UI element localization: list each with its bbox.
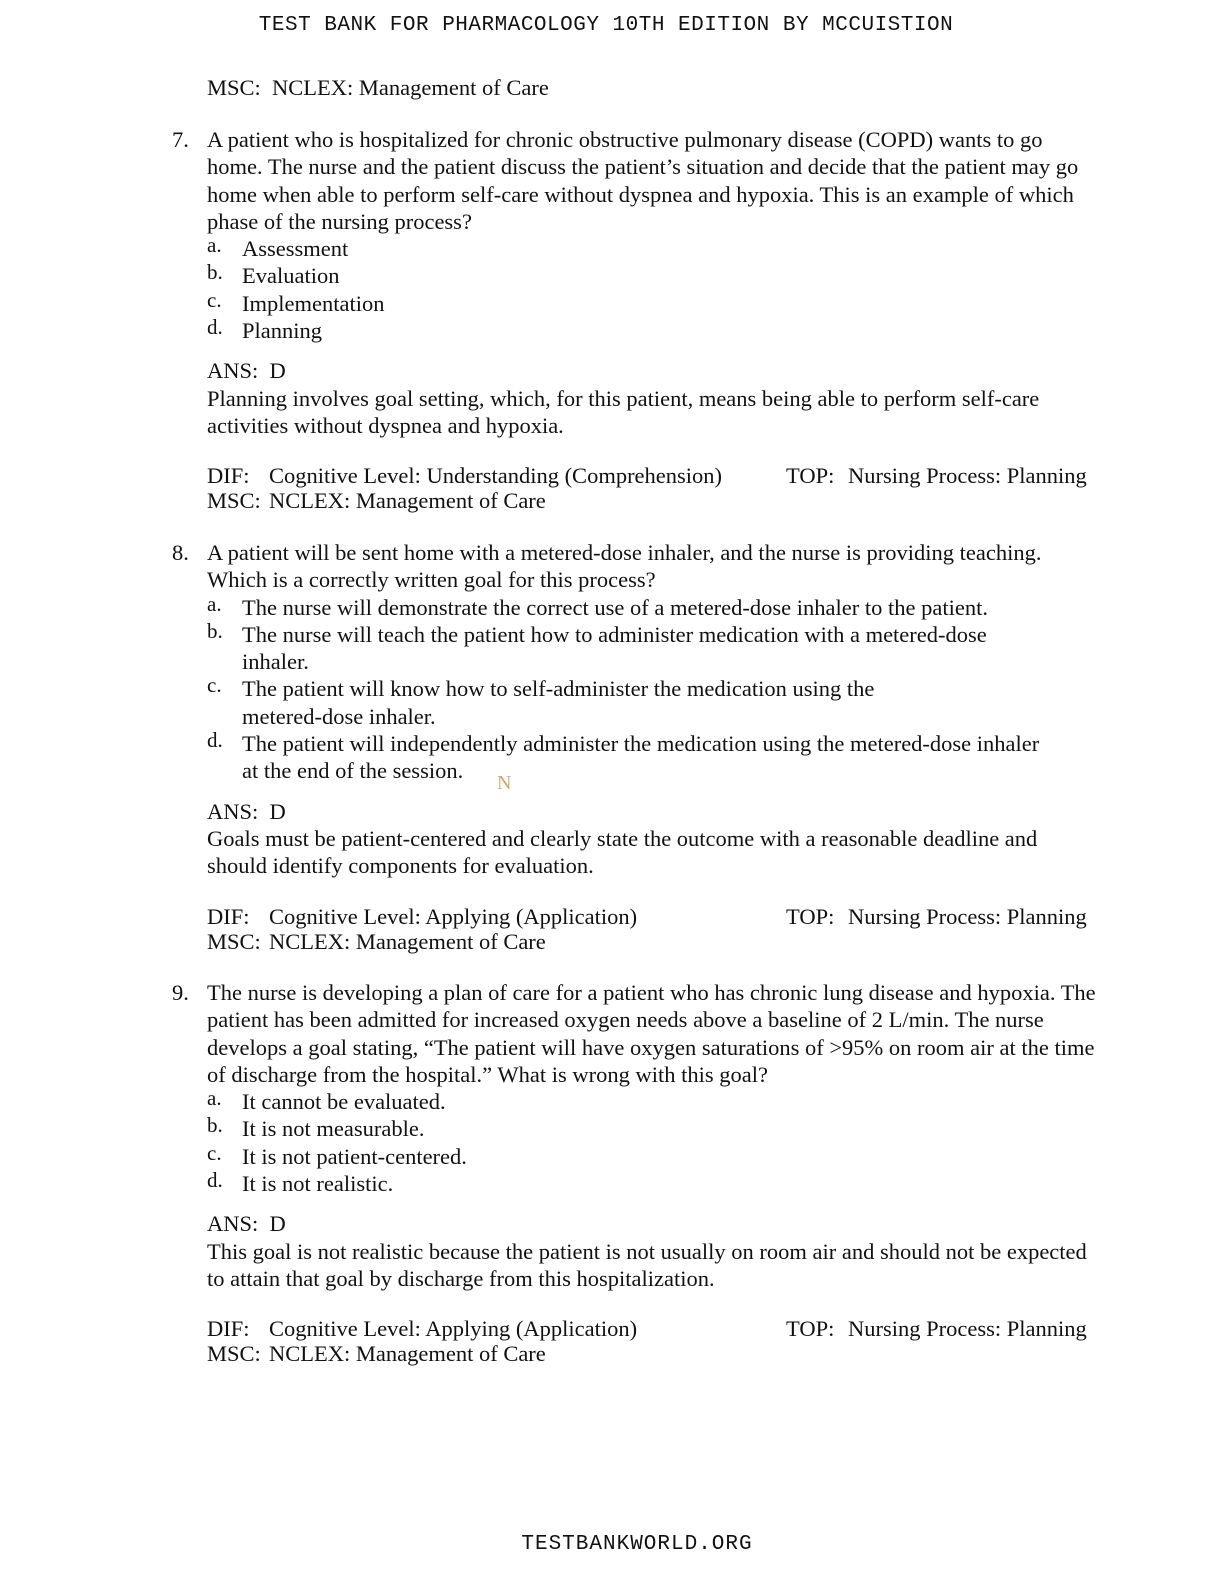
question-9 [172,979,1102,1365]
option-text: It cannot be evaluated. [242,1089,446,1115]
watermark-letter: N [497,772,512,794]
option-a [207,1088,1102,1115]
ans-label: ANS: [207,358,259,384]
option-text: Evaluation [242,263,340,289]
ans-label: ANS: [207,1211,259,1237]
answer-line [207,357,1102,384]
dif-label: DIF: [207,1316,250,1342]
meta-block [207,462,1102,512]
option-letter: a. [207,591,222,616]
option-letter: d. [207,1168,223,1193]
option-letter: a. [207,1086,222,1111]
question-text: The nurse is developing a plan of care for a patient who has chronic lung disease and hypoxia. The patient has been admitted for increased oxygen needs above a baseline of 2 L/min. The nurse develops a goal stating, “The patient will have oxygen saturations of >95% on room air at the time of discharge from the hospital.” What is wrong with this goal? [207,980,1096,1087]
ans-value: D [269,358,286,384]
msc-value: NCLEX: Management of Care [272,75,549,100]
ans-value: D [269,798,286,824]
option-letter: d. [207,315,223,340]
options-list [207,591,1102,785]
dif-label: DIF: [207,903,250,929]
dif-value: Cognitive Level: Applying (Application) [269,1316,638,1342]
options-list [207,1088,1102,1197]
question-text: A patient will be sent home with a metered-dose inhaler, and the nurse is providing teaching. Which is a correctly written goal for this process? [207,540,1042,593]
top-value: Nursing Process: Planning [848,1316,1087,1342]
top-value: Nursing Process: Planning [848,903,1087,929]
options-list [207,235,1102,344]
option-d [207,730,1042,785]
option-letter: b. [207,1113,223,1138]
rationale: Goals must be patient-centered and clearly state the outcome with a reasonable deadline and should identify components for evaluation. [207,825,1038,879]
option-c [207,1140,1102,1170]
option-b [207,262,1102,289]
option-d [207,317,1102,344]
option-text: The patient will independently administer the medication using the metered-dose inhaler at the end of the session. [242,731,1040,784]
option-c [207,675,932,730]
question-number: 8. [172,540,189,565]
option-letter: c. [207,287,222,312]
msc-value: NCLEX: Management of Care [269,928,546,954]
top-msc-line [207,74,549,101]
question-8 [172,539,1102,953]
option-c [207,287,1102,317]
page-header: TEST BANK FOR PHARMACOLOGY 10TH EDITION BY MCCUISTION [258,14,954,37]
option-text: The nurse will demonstrate the correct use of a metered-dose inhaler to the patient. [242,594,988,620]
msc-value: NCLEX: Management of Care [269,488,546,514]
ans-label: ANS: [207,798,259,824]
option-text: It is not patient-centered. [242,1143,467,1169]
option-text: Assessment [242,236,349,262]
option-a [207,235,1102,262]
option-letter: c. [207,1140,222,1165]
option-letter: d. [207,728,223,753]
question-7 [172,126,1102,512]
option-letter: b. [207,260,223,285]
option-letter: a. [207,233,222,258]
option-text: The patient will know how to self-administer the medication using the metered-dose inhaler. [242,676,875,729]
option-text: Implementation [242,290,385,316]
answer-line [207,1210,1102,1237]
msc-label: MSC: [207,75,261,100]
option-b [207,618,1042,676]
question-number: 7. [172,127,189,152]
rationale: This goal is not realistic because the patient is not usually on room air and should not be expected to attain that goal by discharge from this hospitalization. [207,1238,1087,1291]
answer-line [207,798,1102,825]
option-d [207,1170,1102,1197]
option-letter: c. [207,673,222,698]
top-label: TOP: [786,1316,835,1342]
meta-block [207,1315,1102,1365]
ans-value: D [269,1211,286,1237]
meta-block [207,903,1102,953]
option-a [207,591,1102,621]
option-text: The nurse will teach the patient how to administer medication with a metered-dose inhaler. [242,621,987,675]
rationale: Planning involves goal setting, which, for this patient, means being able to perform self-care activities without dyspnea and hypoxia. [207,385,1040,438]
dif-value: Cognitive Level: Understanding (Comprehension) [269,463,723,489]
msc-value: NCLEX: Management of Care [269,1341,546,1367]
dif-label: DIF: [207,463,250,489]
msc-label: MSC: [207,1341,261,1367]
top-label: TOP: [786,463,835,489]
top-label: TOP: [786,903,835,929]
msc-label: MSC: [207,488,261,514]
msc-label: MSC: [207,928,261,954]
option-text: It is not realistic. [242,1171,394,1197]
page-footer: TESTBANKWORLD.ORG [521,1533,753,1556]
option-b [207,1115,1102,1142]
question-number: 9. [172,980,189,1005]
question-text: A patient who is hospitalized for chronic obstructive pulmonary disease (COPD) wants to go home. The nurse and the patient discuss the patient’s situation and decide that the patient may go home when able to perform self-care without dyspnea and hypoxia. This is an example of which phase of the nursing process? [207,127,1079,234]
dif-value: Cognitive Level: Applying (Application) [269,903,638,929]
option-text: It is not measurable. [242,1116,425,1142]
option-letter: b. [207,618,223,643]
option-text: Planning [242,318,323,344]
top-value: Nursing Process: Planning [848,463,1087,489]
